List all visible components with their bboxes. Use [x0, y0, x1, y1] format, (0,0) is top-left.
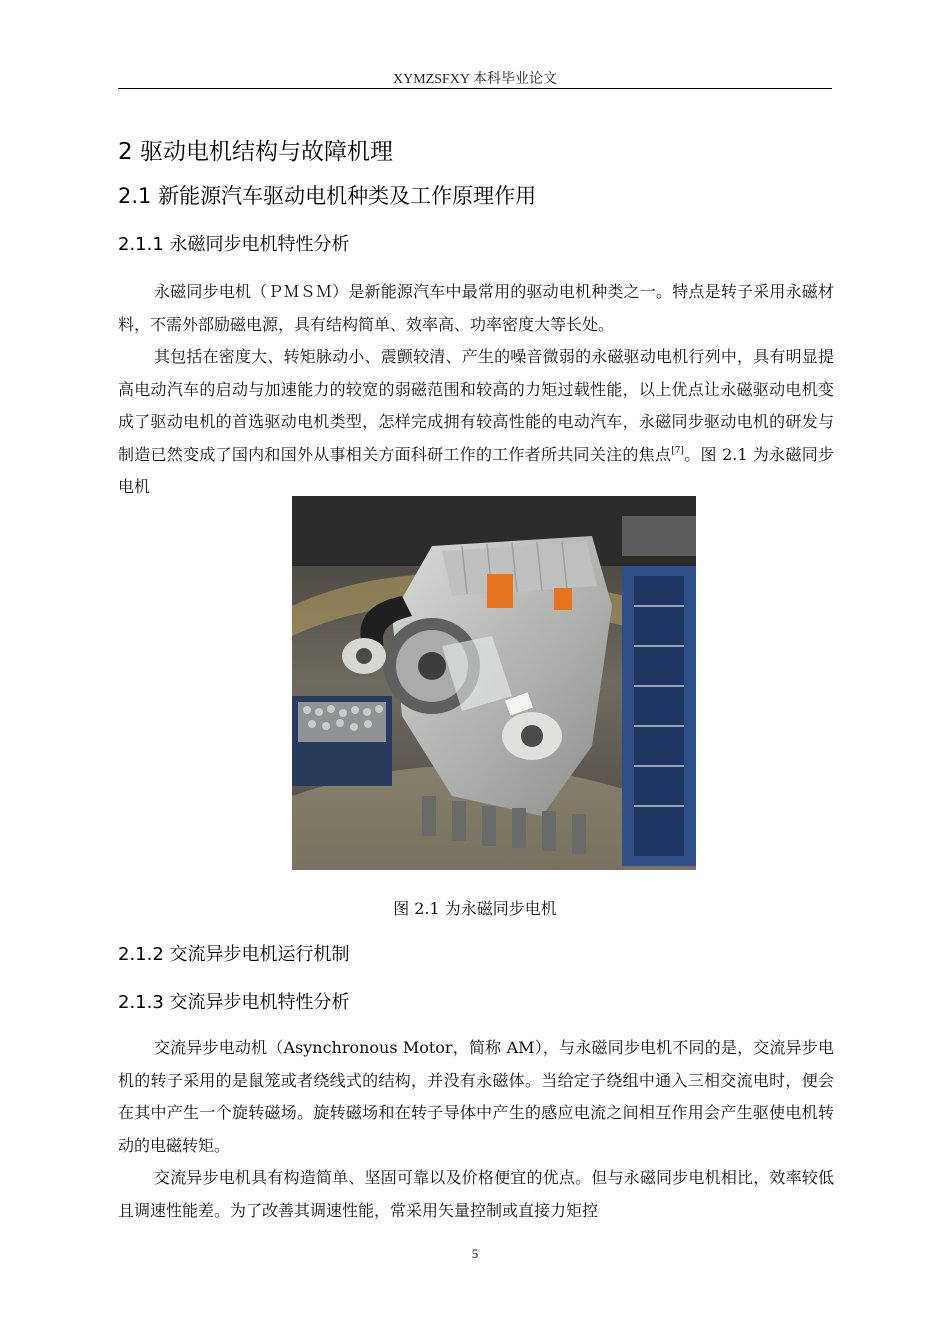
- citation: [7]: [671, 445, 684, 456]
- paragraph-text-end: 。图 2.1 为永磁同步电机: [118, 444, 834, 496]
- paragraph-am-intro: 交流异步电动机（Asynchronous Motor，简称 AM），与永磁同步电机不同的是，交流异步电机的转子采用的是鼠笼或者绕线式的结构，并没有永磁体。当给定子绕组中通入三相交流电时，便会在其中产生一个旋转磁场。旋转磁场和在转子导体中产生的感应电流之间相互作用会产生驱使电机转动的电磁转矩。: [118, 1038, 834, 1155]
- paragraph-pmsm-advantages: [118, 341, 834, 504]
- figure-pmsm-photo: [292, 496, 696, 870]
- page-number: 5: [471, 1246, 479, 1261]
- paragraph-pmsm-intro: 永磁同步电机（ＰＭＳＭ）是新能源汽车中最常用的驱动电机种类之一。特点是转子采用永磁材料，不需外部励磁电源，具有结构简单、效率高、功率密度大等长处。: [118, 282, 834, 334]
- section-heading-2-1-3: 2.1.3 交流异步电机特性分析: [118, 992, 350, 1013]
- paragraph-text: 其包括在密度大、转矩脉动小、震颤较清、产生的噪音微弱的永磁驱动电机行列中，具有明显提高电动汽车的启动与加速能力的较宽的弱磁范围和较高的力矩过载性能，以上优点让永磁驱动电机变成了驱动电机的首选驱动电机类型，怎样完成拥有较高性能的电动汽车，永磁同步驱动电机的研发与制造已然变成了国内和国外从事相关方面科研工作的工作者所共同关注的焦点: [118, 347, 834, 464]
- paragraph-am-comparison: 交流异步电机具有构造简单、坚固可靠以及价格便宜的优点。但与永磁同步电机相比，效率较低且调速性能差。为了改善其调速性能，常采用矢量控制或直接力矩控: [118, 1168, 834, 1220]
- motor-photo: [292, 496, 696, 870]
- section-heading-2-1: 2.1 新能源汽车驱动电机种类及工作原理作用: [118, 184, 537, 208]
- header-rule: [118, 88, 832, 89]
- chapter-heading: 2 驱动电机结构与故障机理: [118, 139, 393, 165]
- page-header: XYMZSFXY 本科毕业论文: [393, 72, 557, 87]
- section-heading-2-1-2: 2.1.2 交流异步电机运行机制: [118, 944, 350, 965]
- section-heading-2-1-1: 2.1.1 永磁同步电机特性分析: [118, 234, 350, 255]
- figure-caption: 图 2.1 为永磁同步电机: [393, 899, 557, 918]
